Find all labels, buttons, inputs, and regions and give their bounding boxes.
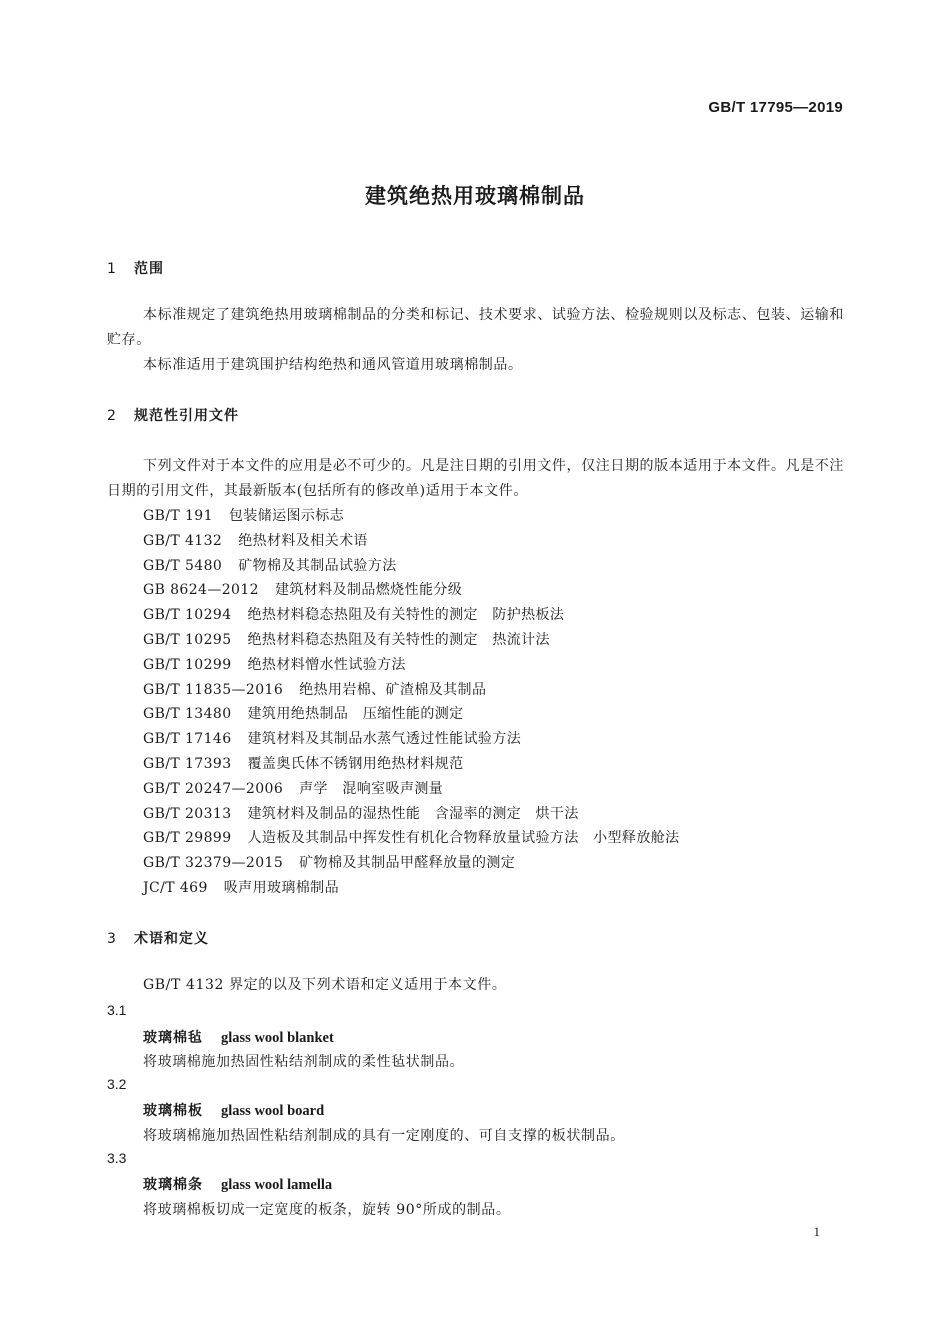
reference-item [143, 802, 680, 827]
reference-item [143, 826, 680, 851]
term-zh: 玻璃棉板 [143, 1103, 203, 1119]
reference-title: 绝热材料及相关术语 [238, 532, 368, 549]
reference-code: GB/T 20247—2006 [143, 780, 284, 797]
reference-code: GB/T 32379—2015 [143, 855, 284, 872]
reference-title: 声学 混响室吸声测量 [299, 780, 444, 797]
section-heading-scope [107, 258, 164, 278]
reference-item [143, 678, 680, 703]
scope-paragraph-2: 本标准适用于建筑围护结构绝热和通风管道用玻璃棉制品。 [143, 357, 523, 373]
reference-title: 人造板及其制品中挥发性有机化合物释放量试验方法 小型释放舱法 [247, 830, 680, 847]
section-number: 1 [107, 261, 116, 277]
term-definition: 将玻璃棉施加热固性粘结剂制成的柔性毡状制品。 [143, 1054, 465, 1070]
reference-title: 建筑材料及制品燃烧性能分级 [274, 582, 463, 599]
document-title: 建筑绝热用玻璃棉制品 [365, 184, 585, 208]
reference-code: GB/T 10295 [143, 631, 232, 648]
term-number: 3.3 [107, 1150, 127, 1166]
reference-item [143, 727, 680, 752]
reference-item [143, 603, 680, 628]
reference-list [143, 504, 680, 901]
reference-item [143, 554, 680, 579]
reference-title: 建筑材料及其制品水蒸气透过性能试验方法 [247, 731, 522, 748]
section-title: 术语和定义 [134, 931, 209, 947]
term-zh: 玻璃棉条 [143, 1177, 203, 1193]
reference-code: GB/T 17146 [143, 731, 232, 748]
reference-title: 绝热材料稳态热阻及有关特性的测定 热流计法 [247, 631, 550, 648]
reference-item [143, 851, 680, 876]
reference-title: 绝热用岩棉、矿渣棉及其制品 [299, 681, 487, 698]
reference-code: GB/T 29899 [143, 830, 232, 847]
reference-title: 矿物棉及其制品甲醛释放量的测定 [299, 855, 516, 872]
scope-paragraph-1: 本标准规定了建筑绝热用玻璃棉制品的分类和标记、技术要求、试验方法、检验规则以及标志、包装、运输和贮存。 [107, 307, 844, 348]
reference-title: 吸声用玻璃棉制品 [223, 879, 339, 896]
term-definition: 将玻璃棉板切成一定宽度的板条，旋转 90°所成的制品。 [143, 1202, 511, 1218]
reference-title: 覆盖奥氏体不锈钢用绝热材料规范 [247, 755, 464, 772]
term-definition: 将玻璃棉施加热固性粘结剂制成的具有一定刚度的、可自支撑的板状制品。 [143, 1128, 625, 1144]
reference-item [143, 504, 680, 529]
reference-code: GB/T 17393 [143, 755, 232, 772]
reference-item [143, 752, 680, 777]
reference-item [143, 628, 680, 653]
reference-title: 包装储运图示标志 [228, 508, 345, 524]
reference-title: 建筑材料及制品的湿热性能 含湿率的测定 烘干法 [247, 805, 579, 822]
term-number: 3.2 [107, 1076, 127, 1092]
term-en: glass wool lamella [221, 1177, 333, 1193]
reference-code: GB/T 13480 [143, 706, 232, 723]
reference-title: 建筑用绝热制品 压缩性能的测定 [247, 706, 464, 723]
reference-title: 矿物棉及其制品试验方法 [238, 557, 397, 574]
reference-item [143, 529, 680, 554]
reference-code: GB/T 5480 [143, 557, 223, 574]
section-number: 3 [107, 931, 116, 947]
reference-item [143, 876, 680, 901]
term-heading [143, 1100, 324, 1120]
reference-code: GB 8624—2012 [143, 582, 259, 599]
reference-code: JC/T 469 [143, 879, 208, 896]
section-heading-terms [107, 928, 209, 948]
section-title: 规范性引用文件 [134, 408, 239, 424]
reference-item [143, 578, 680, 603]
section-heading-references [107, 405, 239, 425]
page-number: 1 [813, 1224, 820, 1239]
reference-code: GB/T 191 [143, 508, 213, 524]
reference-code: GB/T 11835—2016 [143, 681, 284, 698]
term-en: glass wool blanket [221, 1030, 334, 1046]
references-intro: 下列文件对于本文件的应用是必不可少的。凡是注日期的引用文件，仅注日期的版本适用于本文件。凡是不注日期的引用文件，其最新版本(包括所有的修改单)适用于本文件。 [107, 458, 844, 499]
terms-intro: GB/T 4132 界定的以及下列术语和定义适用于本文件。 [143, 977, 507, 993]
reference-item [143, 702, 680, 727]
term-heading [143, 1027, 334, 1047]
reference-code: GB/T 10299 [143, 656, 232, 673]
term-zh: 玻璃棉毡 [143, 1030, 203, 1046]
reference-code: GB/T 20313 [143, 805, 232, 822]
standard-code: GB/T 17795—2019 [708, 99, 843, 116]
section-title: 范围 [134, 261, 164, 277]
reference-title: 绝热材料稳态热阻及有关特性的测定 防护热板法 [247, 607, 565, 624]
section-number: 2 [107, 408, 116, 424]
term-heading [143, 1174, 332, 1194]
reference-title: 绝热材料憎水性试验方法 [247, 656, 406, 673]
reference-item [143, 653, 680, 678]
reference-code: GB/T 10294 [143, 607, 232, 624]
reference-item [143, 777, 680, 802]
term-number: 3.1 [107, 1002, 127, 1018]
reference-code: GB/T 4132 [143, 532, 223, 549]
term-en: glass wool board [221, 1103, 325, 1119]
